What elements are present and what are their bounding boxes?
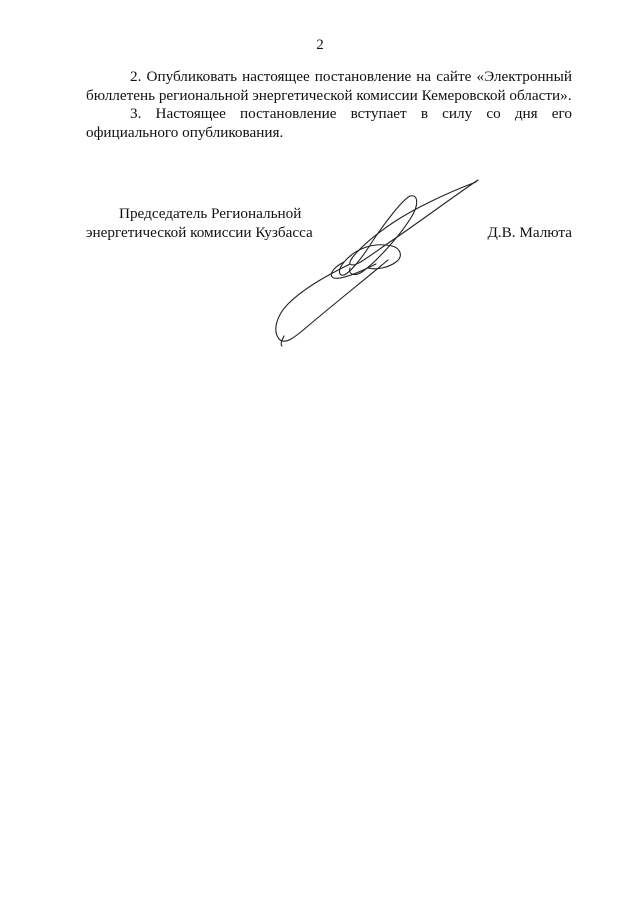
paragraph-effective: 3. Настоящее постановление вступает в силу со дня его официального опубликования. xyxy=(86,105,572,141)
signer-title-line2: энергетической комиссии Кузбасса xyxy=(86,223,313,241)
signer-name: Д.В. Малюта xyxy=(487,223,572,241)
paragraph-publish: 2. Опубликовать настоящее постановление на сайте «Электронный бюллетень региональной энергетической комиссии Кемеровской области». xyxy=(86,68,572,104)
document-body xyxy=(86,68,572,142)
signer-title-line1: Председатель Региональной xyxy=(119,205,302,222)
page-number: 2 xyxy=(316,37,324,53)
handwritten-signature xyxy=(264,176,496,348)
